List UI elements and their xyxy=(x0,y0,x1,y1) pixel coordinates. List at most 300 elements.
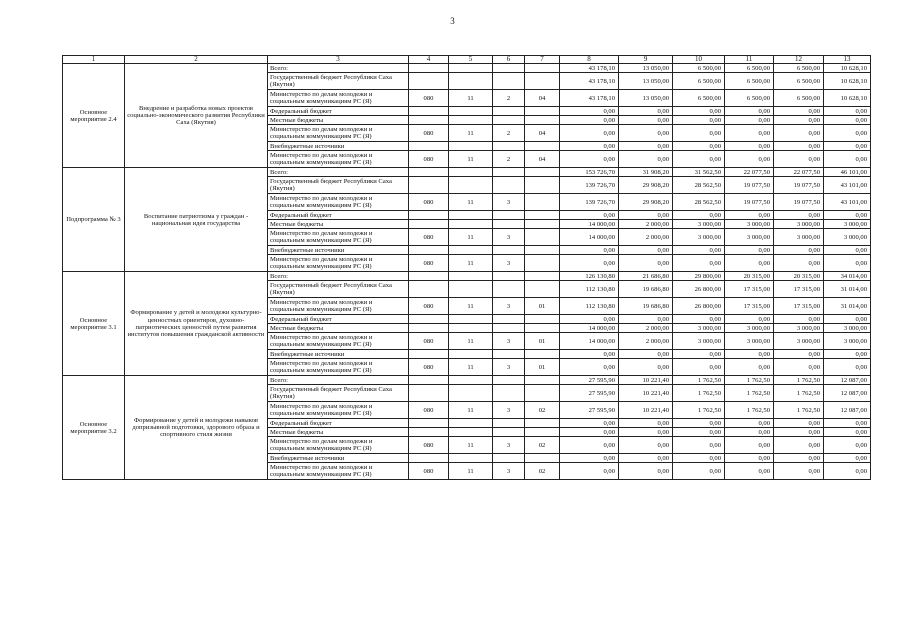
amount-cell: 6 500,00 xyxy=(725,73,774,90)
amount-cell: 26 800,00 xyxy=(673,281,725,298)
budget-code xyxy=(409,428,449,437)
budget-code: 2 xyxy=(493,125,525,142)
amount-cell: 0,00 xyxy=(725,437,774,454)
budget-code xyxy=(493,419,525,428)
amount-cell: 0,00 xyxy=(560,428,619,437)
amount-cell: 0,00 xyxy=(560,211,619,220)
row-label: Внебюджетные источники xyxy=(268,246,409,255)
amount-cell: 1 762,50 xyxy=(774,385,824,402)
amount-cell: 0,00 xyxy=(619,246,673,255)
budget-code: 04 xyxy=(525,151,560,168)
row-label: Федеральный бюджет xyxy=(268,211,409,220)
budget-code xyxy=(493,454,525,463)
amount-cell: 0,00 xyxy=(725,255,774,272)
amount-cell: 0,00 xyxy=(619,437,673,454)
amount-cell: 3 000,00 xyxy=(774,333,824,350)
amount-cell: 0,00 xyxy=(725,419,774,428)
amount-cell: 19 686,80 xyxy=(619,298,673,315)
budget-code: 3 xyxy=(493,298,525,315)
amount-cell: 31 014,00 xyxy=(824,281,871,298)
budget-code xyxy=(449,177,493,194)
amount-cell: 0,00 xyxy=(725,454,774,463)
amount-cell: 0,00 xyxy=(619,359,673,376)
budget-code: 080 xyxy=(409,194,449,211)
amount-cell: 3 000,00 xyxy=(673,324,725,333)
amount-cell: 0,00 xyxy=(673,419,725,428)
amount-cell: 21 686,80 xyxy=(619,272,673,281)
row-label: Всего: xyxy=(268,376,409,385)
budget-code xyxy=(525,281,560,298)
group-description: Формирование у детей и молодежи культурно-ценностных ориентиров, духовно-патриотических ценностей путем развития институтов повышения гражданской активности xyxy=(125,272,268,376)
amount-cell: 0,00 xyxy=(774,151,824,168)
amount-cell: 6 500,00 xyxy=(774,64,824,73)
budget-code xyxy=(525,428,560,437)
budget-code xyxy=(525,220,560,229)
amount-cell: 0,00 xyxy=(560,142,619,151)
budget-code xyxy=(493,220,525,229)
amount-cell: 0,00 xyxy=(673,350,725,359)
amount-cell: 19 686,80 xyxy=(619,281,673,298)
budget-code xyxy=(409,168,449,177)
budget-code xyxy=(493,73,525,90)
amount-cell: 0,00 xyxy=(774,107,824,116)
amount-cell: 29 908,20 xyxy=(619,194,673,211)
budget-code xyxy=(449,246,493,255)
row-label: Министерство по делам молодежи и социальным коммуникациям РС (Я) xyxy=(268,298,409,315)
amount-cell: 29 800,00 xyxy=(673,272,725,281)
amount-cell: 31 908,20 xyxy=(619,168,673,177)
budget-code xyxy=(525,116,560,125)
amount-cell: 0,00 xyxy=(824,246,871,255)
amount-cell: 0,00 xyxy=(824,125,871,142)
row-label: Государственный бюджет Республики Саха (Якутия) xyxy=(268,177,409,194)
budget-code: 11 xyxy=(449,437,493,454)
page-number: 3 xyxy=(450,16,455,26)
amount-cell: 0,00 xyxy=(824,359,871,376)
amount-cell: 0,00 xyxy=(725,428,774,437)
budget-code xyxy=(525,315,560,324)
amount-cell: 2 000,00 xyxy=(619,333,673,350)
amount-cell: 10 628,10 xyxy=(824,64,871,73)
amount-cell: 0,00 xyxy=(560,419,619,428)
amount-cell: 20 315,00 xyxy=(725,272,774,281)
amount-cell: 0,00 xyxy=(560,255,619,272)
amount-cell: 2 000,00 xyxy=(619,220,673,229)
amount-cell: 10 628,10 xyxy=(824,73,871,90)
budget-code xyxy=(525,376,560,385)
amount-cell: 6 500,00 xyxy=(725,90,774,107)
amount-cell: 0,00 xyxy=(824,454,871,463)
amount-cell: 10 628,10 xyxy=(824,90,871,107)
amount-cell: 0,00 xyxy=(560,107,619,116)
budget-code xyxy=(493,246,525,255)
row-label: Министерство по делам молодежи и социальным коммуникациям РС (Я) xyxy=(268,125,409,142)
budget-code xyxy=(525,73,560,90)
column-header: 12 xyxy=(774,56,824,64)
group-description: Внедрение и разработка новых проектов социально-экономического развития Республики Саха (Якутия) xyxy=(125,64,268,168)
amount-cell: 126 130,80 xyxy=(560,272,619,281)
budget-code: 11 xyxy=(449,194,493,211)
amount-cell: 0,00 xyxy=(673,211,725,220)
amount-cell: 12 087,00 xyxy=(824,376,871,385)
budget-code: 3 xyxy=(493,229,525,246)
row-label: Государственный бюджет Республики Саха (Якутия) xyxy=(268,73,409,90)
budget-code: 2 xyxy=(493,90,525,107)
budget-code: 080 xyxy=(409,125,449,142)
row-label: Федеральный бюджет xyxy=(268,419,409,428)
amount-cell: 0,00 xyxy=(673,359,725,376)
amount-cell: 0,00 xyxy=(673,437,725,454)
budget-code xyxy=(449,73,493,90)
amount-cell: 0,00 xyxy=(824,350,871,359)
amount-cell: 1 762,50 xyxy=(725,376,774,385)
budget-code xyxy=(525,272,560,281)
amount-cell: 10 221,40 xyxy=(619,376,673,385)
amount-cell: 6 500,00 xyxy=(774,90,824,107)
budget-code: 11 xyxy=(449,151,493,168)
amount-cell: 0,00 xyxy=(774,454,824,463)
budget-code xyxy=(409,142,449,151)
amount-cell: 0,00 xyxy=(824,107,871,116)
budget-code xyxy=(409,272,449,281)
group-name: Основное мероприятие 3.1 xyxy=(63,272,125,376)
budget-code xyxy=(493,211,525,220)
group-name: Основное мероприятие 3.2 xyxy=(63,376,125,480)
amount-cell: 0,00 xyxy=(619,116,673,125)
row-label: Местные бюджеты xyxy=(268,428,409,437)
amount-cell: 0,00 xyxy=(673,107,725,116)
amount-cell: 3 000,00 xyxy=(673,333,725,350)
amount-cell: 14 000,00 xyxy=(560,324,619,333)
amount-cell: 0,00 xyxy=(725,463,774,480)
budget-code xyxy=(409,211,449,220)
budget-code xyxy=(525,419,560,428)
amount-cell: 0,00 xyxy=(560,454,619,463)
amount-cell: 46 101,00 xyxy=(824,168,871,177)
amount-cell: 0,00 xyxy=(619,151,673,168)
budget-code: 080 xyxy=(409,463,449,480)
budget-code: 2 xyxy=(493,151,525,168)
amount-cell: 0,00 xyxy=(725,107,774,116)
amount-cell: 13 050,00 xyxy=(619,73,673,90)
budget-code xyxy=(493,107,525,116)
budget-code xyxy=(493,272,525,281)
amount-cell: 19 077,50 xyxy=(725,194,774,211)
amount-cell: 0,00 xyxy=(774,246,824,255)
amount-cell: 0,00 xyxy=(673,246,725,255)
budget-code: 01 xyxy=(525,359,560,376)
amount-cell: 43 178,10 xyxy=(560,90,619,107)
budget-code xyxy=(493,350,525,359)
budget-code xyxy=(449,376,493,385)
budget-code: 080 xyxy=(409,402,449,419)
amount-cell: 0,00 xyxy=(673,255,725,272)
budget-code: 02 xyxy=(525,437,560,454)
budget-code: 11 xyxy=(449,255,493,272)
amount-cell: 10 221,40 xyxy=(619,402,673,419)
row-label: Государственный бюджет Республики Саха (Якутия) xyxy=(268,385,409,402)
amount-cell: 22 077,50 xyxy=(725,168,774,177)
amount-cell: 0,00 xyxy=(725,125,774,142)
amount-cell: 0,00 xyxy=(619,125,673,142)
amount-cell: 0,00 xyxy=(619,315,673,324)
amount-cell: 0,00 xyxy=(673,142,725,151)
budget-code xyxy=(409,419,449,428)
amount-cell: 0,00 xyxy=(560,151,619,168)
amount-cell: 0,00 xyxy=(725,142,774,151)
amount-cell: 0,00 xyxy=(619,454,673,463)
row-label: Министерство по делам молодежи и социальным коммуникациям РС (Я) xyxy=(268,90,409,107)
budget-code: 080 xyxy=(409,359,449,376)
amount-cell: 0,00 xyxy=(725,359,774,376)
row-label: Федеральный бюджет xyxy=(268,315,409,324)
row-label: Министерство по делам молодежи и социальным коммуникациям РС (Я) xyxy=(268,229,409,246)
amount-cell: 0,00 xyxy=(774,350,824,359)
row-label: Местные бюджеты xyxy=(268,116,409,125)
amount-cell: 14 000,00 xyxy=(560,220,619,229)
budget-code: 11 xyxy=(449,125,493,142)
amount-cell: 0,00 xyxy=(619,211,673,220)
amount-cell: 1 762,50 xyxy=(673,385,725,402)
row-label: Министерство по делам молодежи и социальным коммуникациям РС (Я) xyxy=(268,359,409,376)
budget-code: 04 xyxy=(525,125,560,142)
budget-code xyxy=(449,220,493,229)
amount-cell: 0,00 xyxy=(824,463,871,480)
amount-cell: 1 762,50 xyxy=(774,376,824,385)
table-row xyxy=(63,64,871,73)
amount-cell: 19 077,50 xyxy=(725,177,774,194)
amount-cell: 31 562,50 xyxy=(673,168,725,177)
amount-cell: 0,00 xyxy=(619,255,673,272)
amount-cell: 0,00 xyxy=(725,211,774,220)
row-label: Федеральный бюджет xyxy=(268,107,409,116)
amount-cell: 139 726,70 xyxy=(560,194,619,211)
amount-cell: 14 000,00 xyxy=(560,333,619,350)
amount-cell: 27 595,90 xyxy=(560,402,619,419)
amount-cell: 27 595,90 xyxy=(560,376,619,385)
amount-cell: 27 595,90 xyxy=(560,385,619,402)
amount-cell: 12 087,00 xyxy=(824,385,871,402)
budget-code xyxy=(409,376,449,385)
amount-cell: 0,00 xyxy=(673,463,725,480)
column-header: 10 xyxy=(673,56,725,64)
table-row xyxy=(63,168,871,177)
amount-cell: 43 178,10 xyxy=(560,73,619,90)
amount-cell: 17 315,00 xyxy=(774,281,824,298)
budget-code xyxy=(525,350,560,359)
budget-code: 080 xyxy=(409,437,449,454)
budget-code: 3 xyxy=(493,437,525,454)
amount-cell: 43 178,10 xyxy=(560,64,619,73)
budget-code xyxy=(449,168,493,177)
amount-cell: 0,00 xyxy=(774,211,824,220)
amount-cell: 3 000,00 xyxy=(725,229,774,246)
budget-code xyxy=(409,116,449,125)
amount-cell: 0,00 xyxy=(673,125,725,142)
budget-code xyxy=(409,315,449,324)
budget-code xyxy=(493,385,525,402)
row-label: Министерство по делам молодежи и социальным коммуникациям РС (Я) xyxy=(268,194,409,211)
budget-code xyxy=(409,220,449,229)
budget-code xyxy=(449,419,493,428)
group-name: Подпрограмма № 3 xyxy=(63,168,125,272)
budget-code xyxy=(409,177,449,194)
amount-cell: 0,00 xyxy=(824,315,871,324)
budget-code: 3 xyxy=(493,463,525,480)
amount-cell: 0,00 xyxy=(824,419,871,428)
column-header: 5 xyxy=(449,56,493,64)
budget-code: 11 xyxy=(449,90,493,107)
amount-cell: 2 000,00 xyxy=(619,324,673,333)
amount-cell: 0,00 xyxy=(673,151,725,168)
budget-code: 11 xyxy=(449,463,493,480)
amount-cell: 13 050,00 xyxy=(619,90,673,107)
row-label: Министерство по делам молодежи и социальным коммуникациям РС (Я) xyxy=(268,151,409,168)
budget-code xyxy=(449,281,493,298)
column-header: 8 xyxy=(560,56,619,64)
budget-code xyxy=(449,64,493,73)
budget-code xyxy=(493,376,525,385)
amount-cell: 0,00 xyxy=(824,211,871,220)
budget-code xyxy=(449,272,493,281)
amount-cell: 0,00 xyxy=(774,255,824,272)
row-label: Министерство по делам молодежи и социальным коммуникациям РС (Я) xyxy=(268,402,409,419)
row-label: Внебюджетные источники xyxy=(268,142,409,151)
amount-cell: 0,00 xyxy=(560,437,619,454)
budget-code: 11 xyxy=(449,298,493,315)
amount-cell: 6 500,00 xyxy=(725,64,774,73)
amount-cell: 0,00 xyxy=(774,419,824,428)
budget-code xyxy=(409,107,449,116)
amount-cell: 0,00 xyxy=(560,125,619,142)
amount-cell: 0,00 xyxy=(774,437,824,454)
budget-code xyxy=(525,454,560,463)
amount-cell: 3 000,00 xyxy=(774,229,824,246)
budget-code xyxy=(493,281,525,298)
budget-table xyxy=(62,55,871,480)
amount-cell: 112 130,80 xyxy=(560,281,619,298)
amount-cell: 0,00 xyxy=(824,151,871,168)
amount-cell: 26 800,00 xyxy=(673,298,725,315)
amount-cell: 0,00 xyxy=(619,350,673,359)
group-description: Формирование у детей и молодежи навыков допризывной подготовки, здорового образа и спортивного стиля жизни xyxy=(125,376,268,480)
amount-cell: 3 000,00 xyxy=(673,220,725,229)
amount-cell: 1 762,50 xyxy=(673,376,725,385)
row-label: Местные бюджеты xyxy=(268,324,409,333)
amount-cell: 3 000,00 xyxy=(725,333,774,350)
amount-cell: 14 000,00 xyxy=(560,229,619,246)
row-label: Местные бюджеты xyxy=(268,220,409,229)
budget-code xyxy=(409,246,449,255)
amount-cell: 6 500,00 xyxy=(673,90,725,107)
row-label: Всего: xyxy=(268,168,409,177)
amount-cell: 20 315,00 xyxy=(774,272,824,281)
amount-cell: 0,00 xyxy=(725,116,774,125)
column-header: 7 xyxy=(525,56,560,64)
budget-code xyxy=(409,385,449,402)
amount-cell: 34 014,00 xyxy=(824,272,871,281)
amount-cell: 19 077,50 xyxy=(774,194,824,211)
amount-cell: 3 000,00 xyxy=(824,220,871,229)
amount-cell: 6 500,00 xyxy=(673,73,725,90)
column-header: 2 xyxy=(125,56,268,64)
amount-cell: 0,00 xyxy=(725,315,774,324)
amount-cell: 0,00 xyxy=(774,116,824,125)
row-label: Всего: xyxy=(268,64,409,73)
budget-code xyxy=(493,168,525,177)
amount-cell: 1 762,50 xyxy=(673,402,725,419)
column-header: 4 xyxy=(409,56,449,64)
amount-cell: 19 077,50 xyxy=(774,177,824,194)
amount-cell: 0,00 xyxy=(619,107,673,116)
table-row xyxy=(63,376,871,385)
budget-code: 3 xyxy=(493,255,525,272)
amount-cell: 0,00 xyxy=(560,246,619,255)
amount-cell: 0,00 xyxy=(673,116,725,125)
group-name: Основное мероприятие 2.4 xyxy=(63,64,125,168)
amount-cell: 0,00 xyxy=(774,428,824,437)
amount-cell: 0,00 xyxy=(560,359,619,376)
budget-code xyxy=(525,64,560,73)
budget-code: 11 xyxy=(449,359,493,376)
budget-code: 080 xyxy=(409,255,449,272)
budget-code: 04 xyxy=(525,90,560,107)
amount-cell: 0,00 xyxy=(560,116,619,125)
amount-cell: 0,00 xyxy=(560,350,619,359)
budget-code xyxy=(493,116,525,125)
row-label: Государственный бюджет Республики Саха (Якутия) xyxy=(268,281,409,298)
amount-cell: 17 315,00 xyxy=(725,281,774,298)
budget-code xyxy=(525,246,560,255)
column-header: 1 xyxy=(63,56,125,64)
row-label: Всего: xyxy=(268,272,409,281)
budget-code xyxy=(493,142,525,151)
amount-cell: 17 315,00 xyxy=(725,298,774,315)
amount-cell: 0,00 xyxy=(619,419,673,428)
row-label: Министерство по делам молодежи и социальным коммуникациям РС (Я) xyxy=(268,255,409,272)
budget-code xyxy=(449,428,493,437)
amount-cell: 1 762,50 xyxy=(725,402,774,419)
amount-cell: 10 221,40 xyxy=(619,385,673,402)
amount-cell: 31 014,00 xyxy=(824,298,871,315)
amount-cell: 139 726,70 xyxy=(560,177,619,194)
budget-code xyxy=(409,73,449,90)
amount-cell: 0,00 xyxy=(774,359,824,376)
budget-code: 080 xyxy=(409,333,449,350)
amount-cell: 0,00 xyxy=(824,142,871,151)
row-label: Министерство по делам молодежи и социальным коммуникациям РС (Я) xyxy=(268,463,409,480)
amount-cell: 13 050,00 xyxy=(619,64,673,73)
budget-code: 01 xyxy=(525,298,560,315)
amount-cell: 0,00 xyxy=(560,463,619,480)
amount-cell: 3 000,00 xyxy=(774,220,824,229)
budget-code: 02 xyxy=(525,402,560,419)
budget-code xyxy=(449,454,493,463)
amount-cell: 0,00 xyxy=(673,315,725,324)
column-header: 11 xyxy=(725,56,774,64)
amount-cell: 0,00 xyxy=(725,151,774,168)
budget-code xyxy=(493,64,525,73)
amount-cell: 28 562,50 xyxy=(673,177,725,194)
budget-code: 01 xyxy=(525,333,560,350)
budget-code: 11 xyxy=(449,229,493,246)
amount-cell: 3 000,00 xyxy=(673,229,725,246)
table-row xyxy=(63,272,871,281)
row-label: Министерство по делам молодежи и социальным коммуникациям РС (Я) xyxy=(268,333,409,350)
amount-cell: 0,00 xyxy=(774,142,824,151)
amount-cell: 3 000,00 xyxy=(824,324,871,333)
budget-code: 080 xyxy=(409,151,449,168)
